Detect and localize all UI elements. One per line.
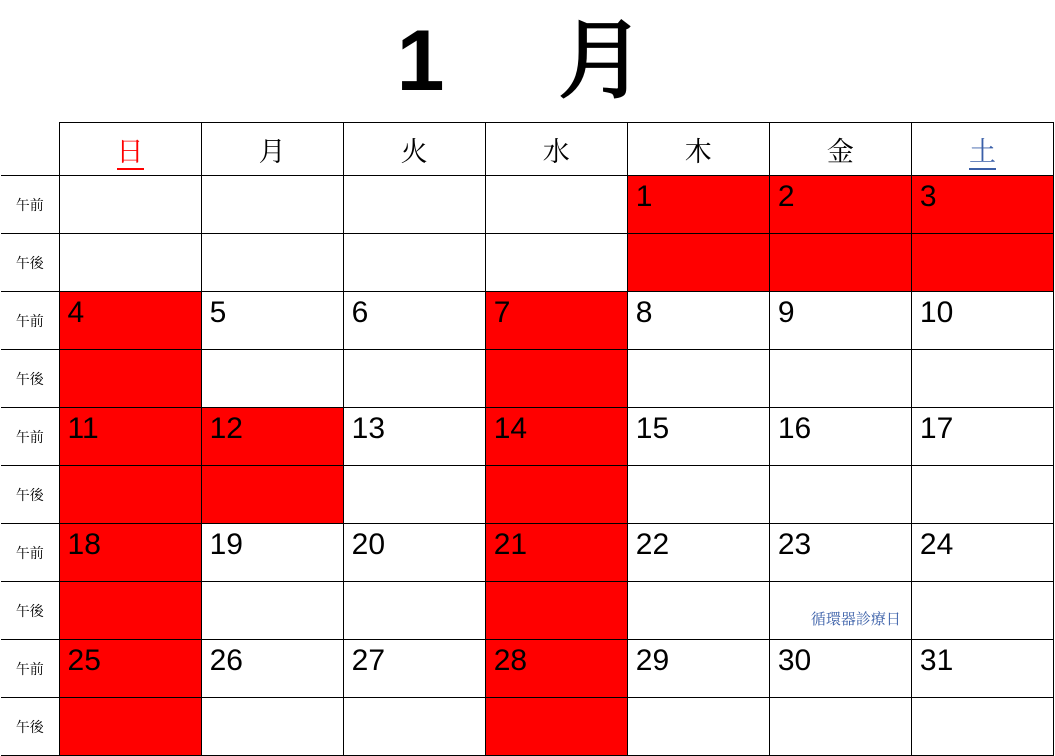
day-cell-pm[interactable] (485, 698, 627, 756)
calendar-header-row (1, 123, 1054, 176)
day-number (202, 176, 343, 182)
dow-header-1 (201, 123, 343, 176)
dow-header-6 (911, 123, 1053, 176)
dow-header-0 (59, 123, 201, 176)
day-cell-pm[interactable] (59, 582, 201, 640)
dow-label: 金 (826, 136, 854, 167)
day-cell-pm[interactable] (59, 350, 201, 408)
day-cell-am[interactable] (343, 408, 485, 466)
day-cell-am[interactable] (627, 176, 769, 234)
day-cell-am[interactable] (343, 176, 485, 234)
week-row-pm (1, 582, 1054, 640)
day-cell-pm[interactable] (769, 466, 911, 524)
dow-label: 火 (400, 136, 428, 167)
day-cell-am[interactable] (201, 640, 343, 698)
day-cell-pm[interactable] (201, 582, 343, 640)
dow-label: 土 (969, 137, 996, 170)
day-number: 4 (67, 296, 85, 329)
day-number: 26 (209, 644, 243, 677)
day-cell-pm[interactable] (769, 582, 911, 640)
row-label-pm: 午後 (1, 698, 59, 756)
row-label-pm: 午後 (1, 350, 59, 408)
row-label-pm: 午後 (1, 466, 59, 524)
day-number: 12 (209, 412, 243, 445)
day-number: 28 (493, 644, 528, 677)
day-number: 3 (919, 180, 937, 213)
day-cell-am[interactable] (343, 640, 485, 698)
day-number (486, 176, 627, 182)
day-number (60, 176, 201, 182)
row-label-am: 午前 (1, 408, 59, 466)
day-number: 30 (777, 644, 812, 677)
day-cell-am[interactable] (627, 292, 769, 350)
corner-cell (1, 123, 59, 176)
week-row-am (1, 176, 1054, 234)
dow-header-3 (485, 123, 627, 176)
day-cell-am[interactable] (911, 176, 1053, 234)
day-number: 11 (67, 412, 99, 445)
day-number: 2 (777, 180, 795, 213)
day-cell-pm[interactable] (485, 582, 627, 640)
day-number: 20 (351, 528, 386, 561)
day-cell-am[interactable] (485, 640, 627, 698)
week-row-pm (1, 698, 1054, 756)
day-number: 14 (493, 412, 528, 445)
day-cell-pm[interactable] (627, 350, 769, 408)
day-cell-pm[interactable] (485, 234, 627, 292)
day-cell-am[interactable] (201, 524, 343, 582)
row-label-am: 午前 (1, 640, 59, 698)
day-cell-pm[interactable] (343, 582, 485, 640)
day-cell-pm[interactable] (201, 234, 343, 292)
day-cell-pm[interactable] (911, 466, 1053, 524)
day-cell-am[interactable] (59, 292, 201, 350)
day-cell-am[interactable] (769, 408, 911, 466)
day-number: 15 (635, 412, 670, 445)
row-label-am: 午前 (1, 524, 59, 582)
day-cell-am[interactable] (485, 524, 627, 582)
day-number: 27 (351, 644, 386, 677)
day-cell-am[interactable] (627, 640, 769, 698)
day-cell-am[interactable] (911, 524, 1053, 582)
day-cell-pm[interactable] (769, 698, 911, 756)
week-row-pm (1, 234, 1054, 292)
week-row-am (1, 408, 1054, 466)
day-cell-am[interactable] (59, 640, 201, 698)
day-number: 6 (351, 296, 369, 329)
dow-label: 木 (684, 136, 712, 167)
day-cell-am[interactable] (485, 292, 627, 350)
day-number: 9 (777, 296, 795, 329)
day-cell-pm[interactable] (911, 698, 1053, 756)
day-number: 13 (351, 412, 386, 445)
day-cell-am[interactable] (201, 408, 343, 466)
day-number: 29 (635, 644, 670, 677)
day-cell-pm[interactable] (627, 234, 769, 292)
day-cell-am[interactable] (911, 640, 1053, 698)
day-cell-am[interactable] (59, 176, 201, 234)
day-cell-am[interactable] (343, 524, 485, 582)
day-cell-pm[interactable] (627, 466, 769, 524)
dow-label: 月 (258, 136, 286, 167)
day-number: 18 (67, 528, 101, 561)
day-cell-pm[interactable] (769, 234, 911, 292)
day-number: 5 (209, 296, 227, 329)
day-number: 7 (493, 296, 511, 329)
day-number: 23 (777, 528, 812, 561)
dow-header-2 (343, 123, 485, 176)
week-row-am (1, 640, 1054, 698)
row-label-pm: 午後 (1, 234, 59, 292)
day-cell-pm[interactable] (627, 582, 769, 640)
week-row-pm (1, 350, 1054, 408)
day-cell-pm[interactable] (627, 698, 769, 756)
day-number: 8 (635, 296, 653, 329)
day-cell-pm[interactable] (343, 350, 485, 408)
day-number: 21 (493, 528, 528, 561)
row-label-am: 午前 (1, 292, 59, 350)
day-cell-am[interactable] (485, 408, 627, 466)
day-cell-pm[interactable] (911, 350, 1053, 408)
day-number: 24 (919, 528, 954, 561)
day-number: 16 (777, 412, 812, 445)
calendar-body (1, 176, 1054, 756)
day-number: 17 (919, 412, 954, 445)
day-cell-am[interactable] (911, 408, 1053, 466)
day-note: 循環器診療日 (810, 611, 901, 628)
day-cell-pm[interactable] (769, 350, 911, 408)
day-cell-am[interactable] (59, 408, 201, 466)
day-cell-am[interactable] (769, 640, 911, 698)
page-title: 1 月 (396, 13, 659, 109)
day-cell-pm[interactable] (485, 466, 627, 524)
day-number: 19 (209, 528, 243, 561)
dow-label: 日 (117, 137, 144, 170)
day-cell-pm[interactable] (59, 698, 201, 756)
day-cell-am[interactable] (485, 176, 627, 234)
dow-label: 水 (542, 136, 570, 167)
dow-header-5 (769, 123, 911, 176)
calendar-table (1, 122, 1054, 756)
day-number: 25 (67, 644, 101, 677)
day-cell-pm[interactable] (911, 234, 1053, 292)
row-label-pm: 午後 (1, 582, 59, 640)
day-cell-pm[interactable] (201, 698, 343, 756)
day-cell-pm[interactable] (59, 466, 201, 524)
day-cell-pm[interactable] (59, 234, 201, 292)
day-number: 1 (635, 180, 653, 213)
day-cell-am[interactable] (769, 176, 911, 234)
day-cell-pm[interactable] (911, 582, 1053, 640)
day-cell-am[interactable] (627, 408, 769, 466)
day-number: 22 (635, 528, 670, 561)
day-cell-pm[interactable] (201, 466, 343, 524)
day-cell-am[interactable] (627, 524, 769, 582)
day-number: 31 (919, 644, 954, 677)
day-cell-pm[interactable] (343, 466, 485, 524)
day-cell-am[interactable] (59, 524, 201, 582)
week-row-am (1, 292, 1054, 350)
day-cell-pm[interactable] (485, 350, 627, 408)
day-number (344, 176, 485, 182)
row-label-am: 午前 (1, 176, 59, 234)
day-cell-am[interactable] (201, 292, 343, 350)
week-row-pm (1, 466, 1054, 524)
dow-header-4 (627, 123, 769, 176)
day-cell-pm[interactable] (343, 234, 485, 292)
day-cell-am[interactable] (201, 176, 343, 234)
day-cell-pm[interactable] (343, 698, 485, 756)
day-cell-am[interactable] (769, 292, 911, 350)
week-row-am (1, 524, 1054, 582)
day-number: 10 (919, 296, 954, 329)
day-cell-am[interactable] (343, 292, 485, 350)
day-cell-am[interactable] (911, 292, 1053, 350)
day-cell-am[interactable] (769, 524, 911, 582)
day-cell-pm[interactable] (201, 350, 343, 408)
